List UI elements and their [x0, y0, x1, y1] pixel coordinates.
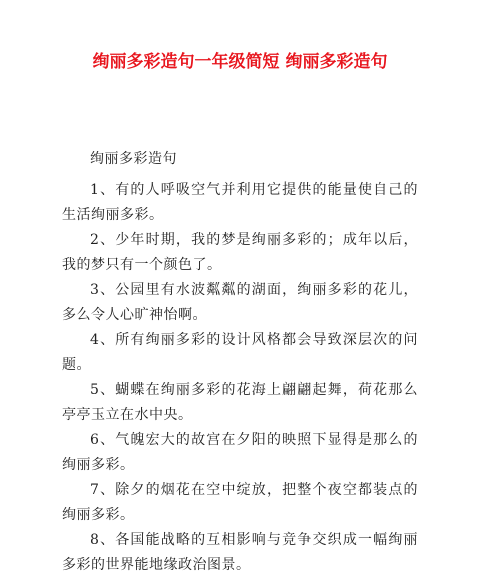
- document-title: 绚丽多彩造句一年级简短 绚丽多彩造句: [92, 52, 388, 72]
- sentence-paragraph: 6、气魄宏大的故宫在夕阳的映照下显得是那么的绚丽多彩。: [62, 432, 418, 473]
- sentence-paragraph: 8、各国能战略的互相影响与竞争交织成一幅绚丽多彩的世界能地缘政治图景。: [62, 532, 418, 573]
- sentence-paragraph: 5、蝴蝶在绚丽多彩的花海上翩翩起舞，荷花那么亭亭玉立在水中央。: [62, 382, 418, 423]
- sentence-paragraph: 2、少年时期，我的梦是绚丽多彩的；成年以后，我的梦只有一个颜色了。: [62, 232, 418, 273]
- sentence-paragraph: 1、有的人呼吸空气并利用它提供的能量使自己的生活绚丽多彩。: [62, 182, 418, 223]
- sentence-paragraph: 3、公园里有水波粼粼的湖面，绚丽多彩的花儿，多么令人心旷神怡啊。: [62, 282, 418, 323]
- sentence-paragraph: 4、所有绚丽多彩的设计风格都会导致深层次的问题。: [62, 332, 418, 373]
- section-heading: 绚丽多彩造句: [90, 151, 177, 167]
- sentence-paragraph: 7、除夕的烟花在空中绽放，把整个夜空都装点的绚丽多彩。: [62, 482, 418, 523]
- document-body: [62, 148, 418, 578]
